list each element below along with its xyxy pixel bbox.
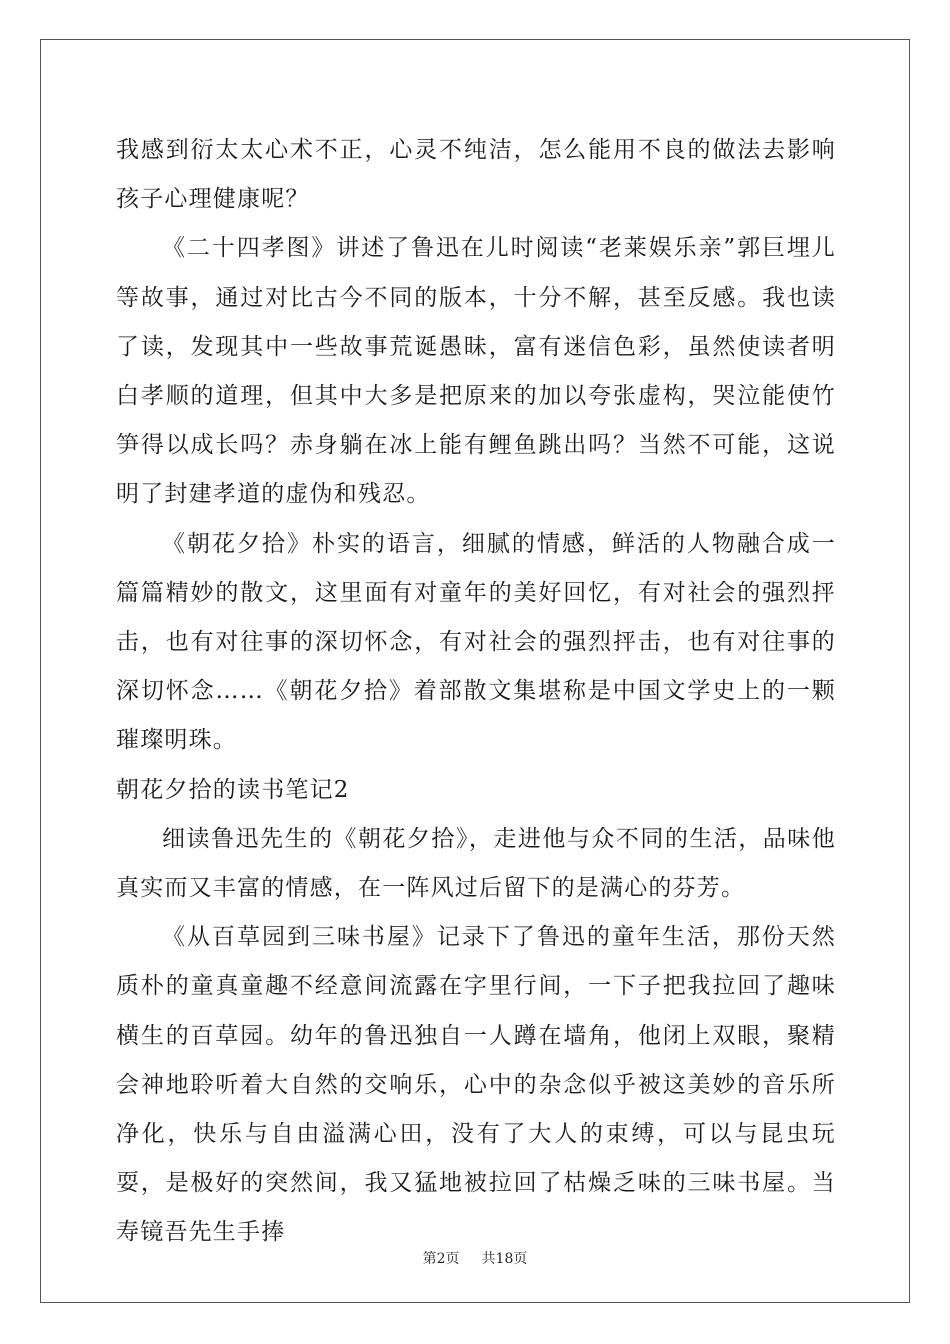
page-number: 第2页 <box>422 1251 460 1267</box>
paragraph-continuation: 我感到衍太太心术不正，心灵不纯洁，怎么能用不良的做法去影响孩子心理健康呢？ <box>116 137 836 213</box>
document-body <box>116 126 836 1258</box>
section-heading: 朝花夕拾的读书笔记2 <box>116 776 350 803</box>
paragraph-dawn-blossoms-summary: 《朝花夕拾》朴实的语言，细腻的情感，鲜活的人物融合成一篇篇精妙的散文，这里面有对童年的美好回忆，有对社会的强烈抨击，也有对往事的深切怀念，有对社会的强烈抨击，也有对往事的深切怀念……《朝花夕拾》着部散文集堪称是中国文学史上的一颗璀璨明珠。 <box>116 530 836 754</box>
page-footer <box>0 1248 950 1268</box>
paragraph-twenty-four-filial: 《二十四孝图》讲述了鲁迅在儿时阅读“老莱娱乐亲”郭巨埋儿等故事，通过对比古今不同的版本，十分不解，甚至反感。我也读了读，发现其中一些故事荒诞愚昧，富有迷信色彩，虽然使读者明白孝顺的道理，但其中大多是把原来的加以夸张虚构，哭泣能使竹笋得以成长吗？赤身躺在冰上能有鲤鱼跳出吗？当然不可能，这说明了封建孝道的虚伪和残忍。 <box>116 235 836 508</box>
paragraph-hundred-grass-garden: 《从百草园到三味书屋》记录下了鲁迅的童年生活，那份天然质朴的童真童趣不经意间流露在字里行间，一下子把我拉回了趣味横生的百草园。幼年的鲁迅独自一人蹲在墙角，他闭上双眼，聚精会神地聆听着大自然的交响乐，心中的杂念似乎被这美妙的音乐所净化，快乐与自由溢满心田，没有了大人的束缚，可以与昆虫玩耍，是极好的突然间，我又猛地被拉回了枯燥乏味的三味书屋。当寿镜吾先生手捧 <box>116 924 836 1246</box>
total-pages: 共18页 <box>481 1251 528 1267</box>
paragraph-intro-reading: 细读鲁迅先生的《朝花夕拾》，走进他与众不同的生活，品味他真实而又丰富的情感，在一阵风过后留下的是满心的芬芳。 <box>116 825 836 902</box>
